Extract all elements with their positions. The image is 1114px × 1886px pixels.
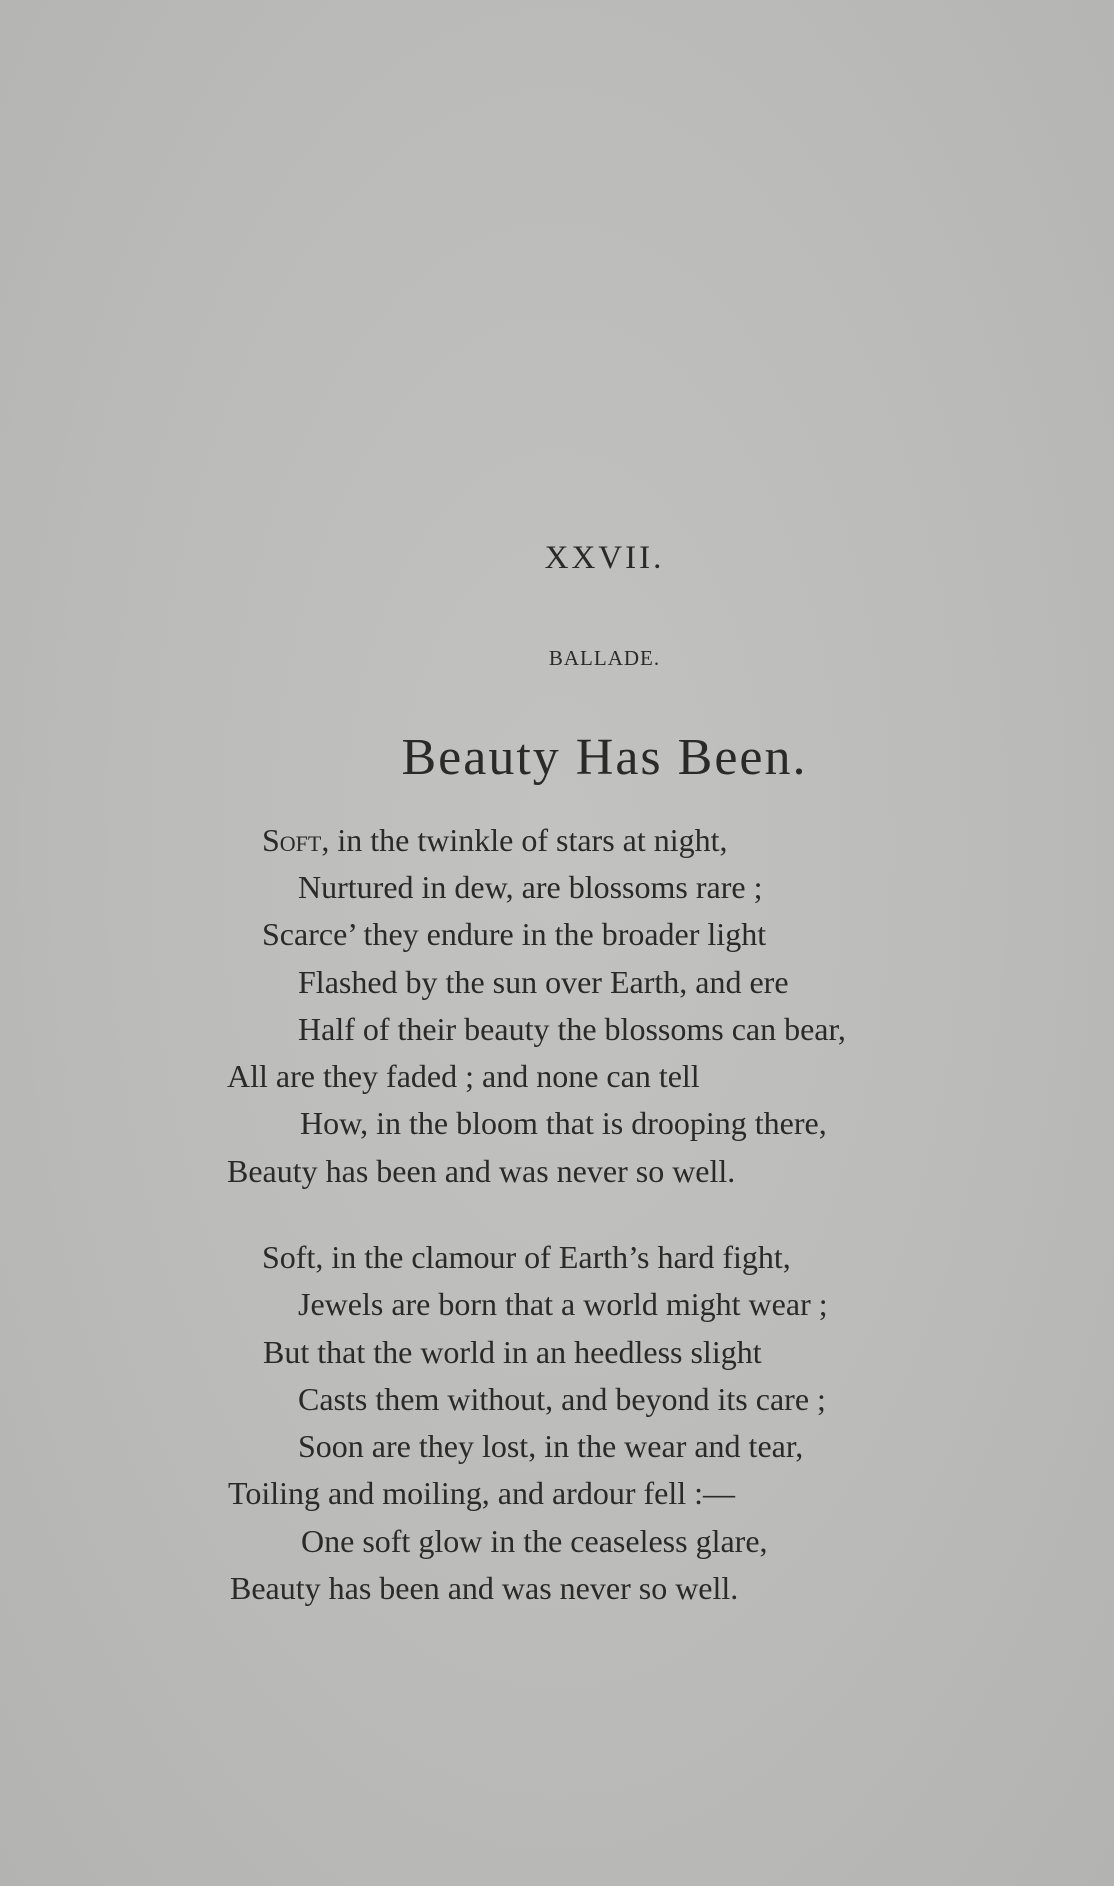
- poem-line: Flashed by the sun over Earth, and ere: [298, 964, 789, 1000]
- poem-line: Beauty has been and was never so well.: [230, 1570, 739, 1606]
- poem-subtitle: BALLADE.: [548, 646, 661, 670]
- poem-line: Nurtured in dew, are blossoms rare ;: [298, 869, 763, 905]
- poem-title: Beauty Has Been.: [401, 729, 808, 786]
- poem-line: One soft glow in the ceaseless glare,: [301, 1523, 768, 1559]
- poem-line: Soft, in the twinkle of stars at night,: [262, 822, 728, 858]
- poem-line: Jewels are born that a world might wear ;: [298, 1286, 828, 1322]
- initial-word: Soft: [262, 822, 322, 858]
- poem-line: Soon are they lost, in the wear and tear,: [298, 1428, 804, 1464]
- poem-line: How, in the bloom that is drooping there,: [300, 1105, 827, 1141]
- poem-line: Beauty has been and was never so well.: [227, 1153, 736, 1189]
- poem-line: Soft, in the clamour of Earth’s hard fight,: [262, 1239, 791, 1275]
- poem-line: Half of their beauty the blossoms can bear,: [298, 1011, 846, 1047]
- poem-line: Casts them without, and beyond its care ;: [298, 1381, 826, 1417]
- poem-line: But that the world in an heedless slight: [263, 1334, 762, 1370]
- poem-line: Toiling and moiling, and ardour fell :—: [228, 1475, 735, 1511]
- poem-line: All are they faded ; and none can tell: [227, 1058, 700, 1094]
- poem-line: Scarce’ they endure in the broader light: [262, 916, 767, 952]
- poem-number: XXVII.: [544, 540, 665, 576]
